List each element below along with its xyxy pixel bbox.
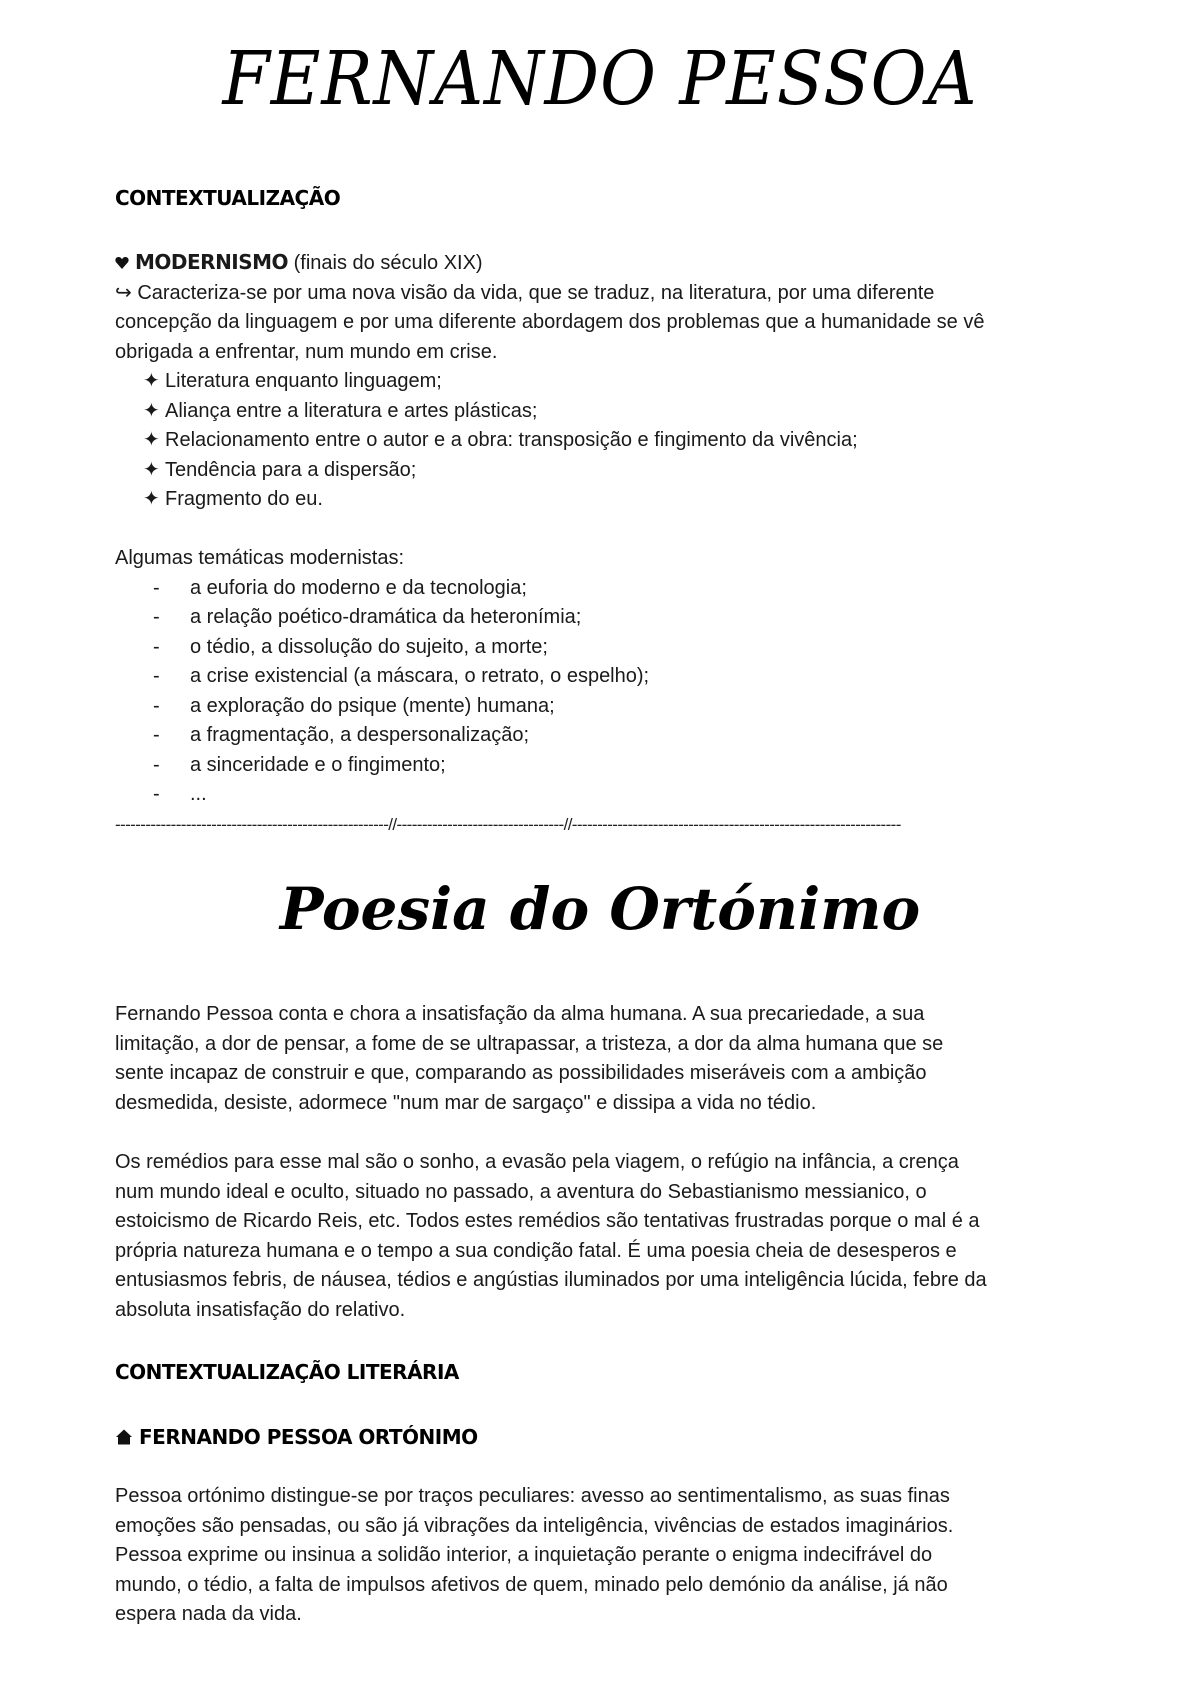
dash-bullet: - — [153, 783, 160, 805]
spacer — [115, 515, 1105, 545]
house-icon — [115, 1425, 139, 1449]
theme-item: - a exploração do psique (mente) humana; — [115, 692, 1105, 722]
intro-line: concepção da linguagem e por uma diferente abordagem dos problemas que a humanidade se vê — [115, 311, 985, 333]
dash-bullet: - — [153, 753, 160, 776]
paragraph-3: Pessoa ortónimo distingue-se por traços peculiares: avesso ao sentimentalismo, as suas finas emoções são pensadas, ou são já vibrações da inteligência, vivências de estados imaginários. Pessoa exprime ou insinua a solidão interior, a inquietação perante o enigma indecifrável do mundo, o tédio, a falta de impulsos afetivos de quem, minado pelo demónio da análise, já não espera nada da vida. — [115, 1485, 954, 1625]
feature-item: ✦ Literatura enquanto linguagem; — [115, 367, 1105, 397]
dash-bullet: - — [153, 606, 160, 628]
heart-icon — [115, 249, 135, 279]
theme-item: - a crise existencial (a máscara, o retrato, o espelho); — [115, 662, 1105, 692]
section-heading-contextualizacao: CONTEXTUALIZAÇÃO — [115, 186, 341, 210]
feature-item: ✦ Aliança entre a literatura e artes plásticas; — [115, 397, 1105, 427]
intro-line: ↪ Caracteriza-se por uma nova visão da vida, que se traduz, na literatura, por uma diferente — [115, 281, 935, 304]
page-title: FERNANDO PESSOA — [222, 36, 978, 122]
section-heading-contextualizacao-literaria: CONTEXTUALIZAÇÃO LITERÁRIA — [115, 1360, 459, 1384]
theme-item: - a fragmentação, a despersonalização; — [115, 721, 1105, 751]
modernismo-label: MODERNISMO — [135, 250, 289, 274]
star-icon: ✦ — [143, 429, 160, 451]
modernismo-note: (finais do século XIX) — [288, 252, 483, 274]
feature-item: ✦ Fragmento do eu. — [115, 485, 1105, 515]
theme-item: - ... — [115, 780, 1105, 810]
subheading-pessoa-ortonimo: FERNANDO PESSOA ORTÓNIMO — [115, 1425, 478, 1449]
theme-item: - a relação poético-dramática da heteronímia; — [115, 603, 1105, 633]
dash-bullet: - — [153, 576, 160, 599]
paragraph-1: Fernando Pessoa conta e chora a insatisfação da alma humana. A sua precariedade, a sua limitação, a dor de pensar, a fome de se ultrapassar, a tristeza, a dor da alma humana que se sente incapaz de construir e que, comparando as possibilidades miseráveis com a ambição desmedida, desiste, adormece "num mar de sargaço" e dissipa a vida no tédio. — [115, 1003, 944, 1114]
theme-item: - o tédio, a dissolução do sujeito, a morte; — [115, 633, 1105, 663]
dash-bullet: - — [153, 694, 160, 717]
section-title-poesia-ortonimo: Poesia do Ortónimo — [279, 875, 921, 943]
dash-bullet: - — [153, 635, 160, 658]
themes-intro: Algumas temáticas modernistas: — [115, 547, 405, 569]
star-icon: ✦ — [143, 458, 160, 481]
feature-item: ✦ Relacionamento entre o autor e a obra: transposição e fingimento da vivência; — [115, 426, 1105, 456]
feature-item: ✦ Tendência para a dispersão; — [115, 456, 1105, 486]
theme-item: - a sinceridade e o fingimento; — [115, 751, 1105, 781]
star-icon: ✦ — [143, 370, 160, 392]
section-divider: ------------------------------------------------------//---------------------------------//----------------------------------------------------------------- — [115, 815, 901, 834]
modernismo-block — [115, 248, 1105, 810]
star-icon: ✦ — [143, 399, 160, 422]
dash-bullet: - — [153, 724, 160, 746]
paragraph-2: Os remédios para esse mal são o sonho, a evasão pela viagem, o refúgio na infância, a crença num mundo ideal e oculto, situado no passado, a aventura do Sebastianismo messianico, o estoicismo de Ricardo Reis, etc. Todos estes remédios são tentativas frustradas porque o mal é a própria natureza humana e o tempo a sua condição fatal. É uma poesia cheia de desesperos e entusiasmos febris, de náusea, tédios e angústias iluminados por uma inteligência lúcida, febre da absoluta insatisfação do relativo. — [115, 1151, 987, 1321]
star-icon: ✦ — [143, 488, 160, 510]
intro-line: obrigada a enfrentar, num mundo em crise. — [115, 340, 498, 363]
modernismo-title-line — [115, 248, 1105, 279]
theme-item: - a euforia do moderno e da tecnologia; — [115, 574, 1105, 604]
dash-bullet: - — [153, 665, 160, 687]
